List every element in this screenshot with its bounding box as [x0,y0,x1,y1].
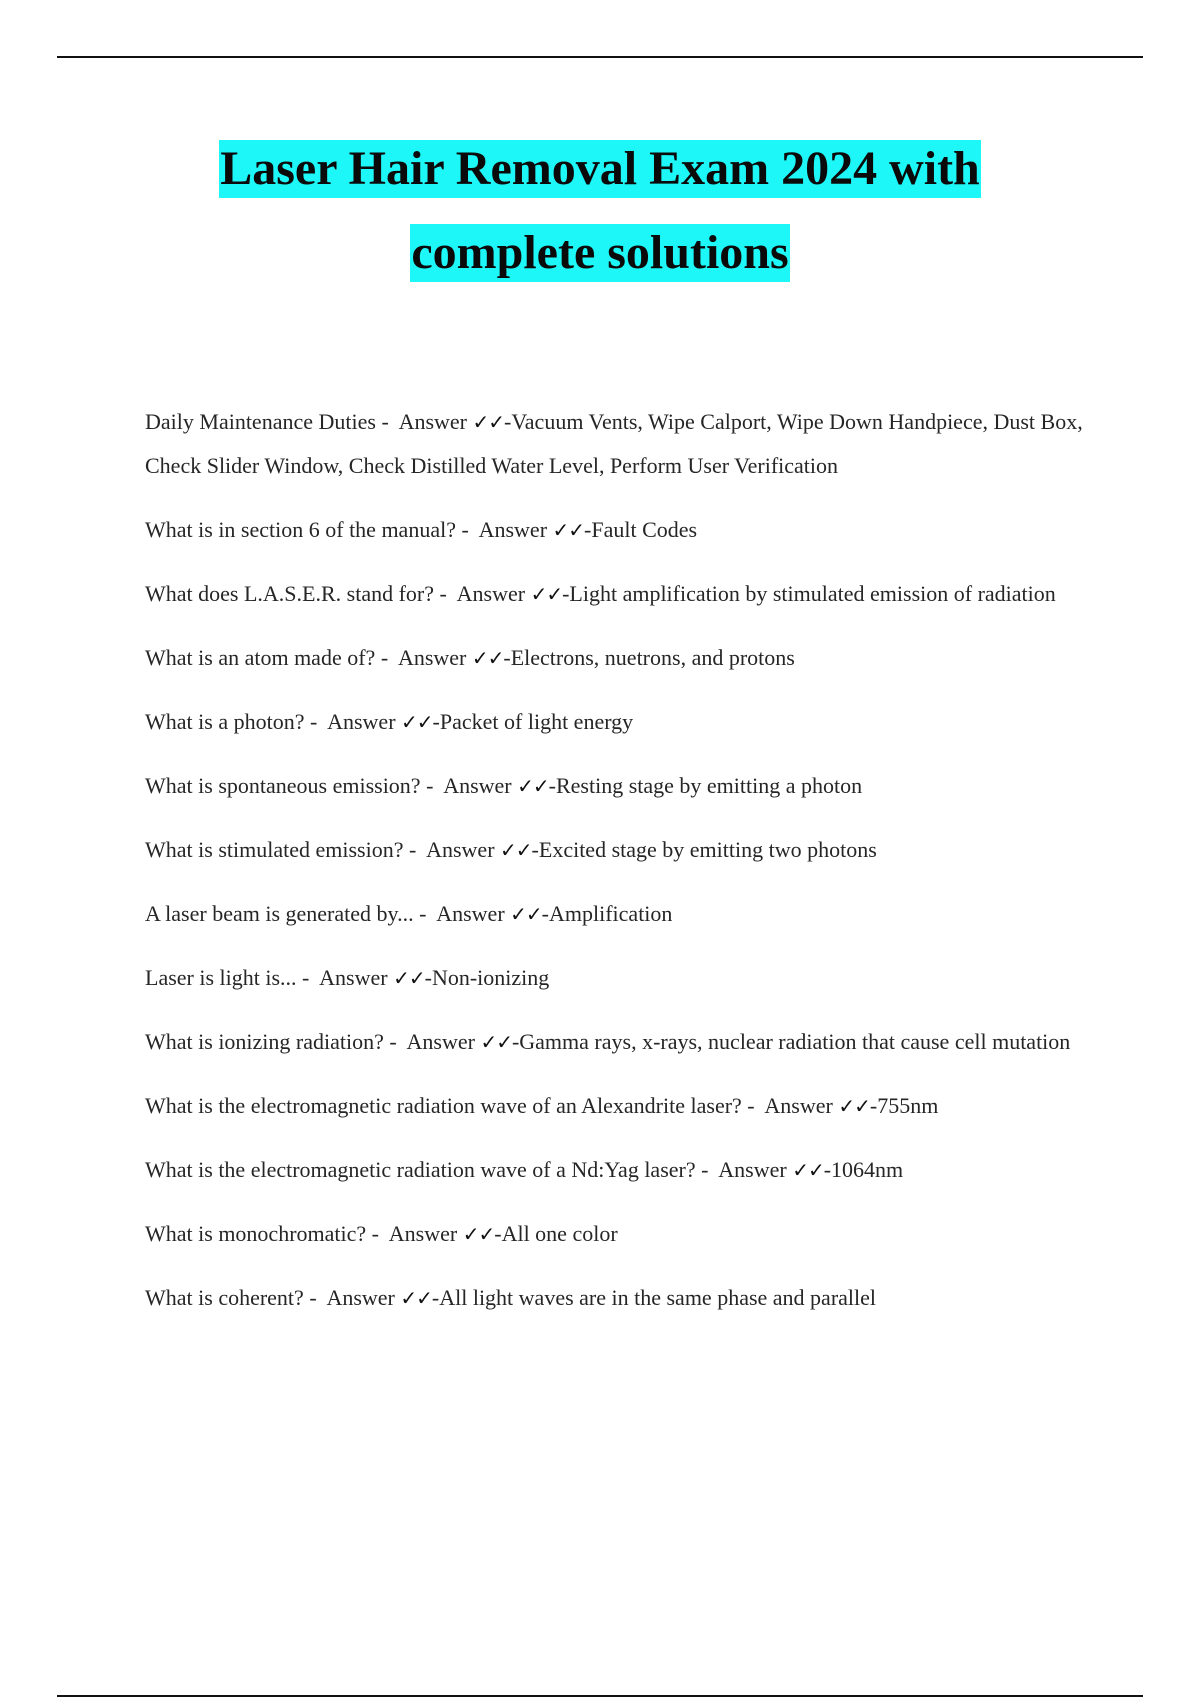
check-mark-icon: ✓✓ [472,410,505,434]
separator: - [403,837,427,862]
qa-item [145,764,1105,808]
separator: - [375,645,398,670]
check-mark-icon: ✓✓ [838,1094,870,1118]
check-mark-icon: ✓✓ [517,774,549,798]
separator: - [296,965,320,990]
question-text: What is monochromatic? [145,1221,367,1246]
answer-label: Answer [456,581,526,606]
answer-text: Electrons, nuetrons, and protons [510,645,795,670]
answer-dash: - [503,645,511,670]
answer-dash: - [431,1285,440,1310]
answer-text: Packet of light energy [439,709,634,734]
qa-item [145,892,1105,936]
answer-label: Answer [426,837,495,862]
qa-item [145,1148,1105,1192]
answer-dash: - [823,1157,832,1182]
answer-text: Fault Codes [591,517,698,542]
answer-text: All one color [501,1221,618,1246]
check-mark-icon: ✓✓ [462,1222,495,1246]
answer-text: Resting stage by emitting a photon [555,773,863,798]
question-text: What is ionizing radiation? [145,1029,384,1054]
answer-dash: - [494,1221,502,1246]
separator: - [303,1285,327,1310]
answer-text: 755nm [877,1093,939,1118]
separator: - [434,581,457,606]
separator: - [383,1029,407,1054]
check-mark-icon: ✓✓ [792,1158,824,1182]
qa-item [145,700,1105,744]
qa-item [145,1276,1105,1320]
qa-item [145,636,1105,680]
answer-label: Answer [436,901,505,926]
separator: - [420,773,444,798]
answer-dash: - [531,837,539,862]
question-text: What is spontaneous emission? [145,773,421,798]
question-text: What does L.A.S.E.R. stand for? [145,581,434,606]
title-line-1 [0,140,1200,198]
answer-label: Answer [478,517,548,542]
check-mark-icon: ✓✓ [510,902,542,926]
separator: - [375,409,399,434]
separator: - [741,1093,765,1118]
title-line-2 [0,224,1200,282]
answer-label: Answer [397,645,467,670]
answer-label: Answer [764,1093,833,1118]
question-text: What is an atom made of? [145,645,376,670]
qa-list [145,400,1105,1340]
question-text: What is in section 6 of the manual? [145,517,456,542]
title-text-2: complete solutions [410,224,789,282]
answer-label: Answer [443,773,512,798]
question-text: Daily Maintenance Duties [145,409,376,434]
qa-item [145,508,1105,552]
answer-text: Excited stage by emitting two photons [538,837,877,862]
answer-text: Non-ionizing [431,965,550,990]
bottom-rule [57,1695,1143,1697]
check-mark-icon: ✓✓ [530,582,563,606]
check-mark-icon: ✓✓ [393,966,425,990]
qa-item [145,1084,1105,1128]
answer-text: 1064nm [831,1157,904,1182]
question-text: What is coherent? [145,1285,304,1310]
title-text-1: Laser Hair Removal Exam 2024 with [219,140,981,198]
document-title [0,140,1200,308]
answer-label: Answer [388,1221,458,1246]
qa-item [145,1020,1105,1064]
qa-item [145,828,1105,872]
answer-dash: - [548,773,556,798]
answer-dash: - [541,901,549,926]
question-text: Laser is light is... [145,965,297,990]
question-text: A laser beam is generated by... [145,901,414,926]
separator: - [413,901,437,926]
answer-text: All light waves are in the same phase and parallel [439,1285,877,1310]
qa-item [145,1212,1105,1256]
answer-dash: - [424,965,432,990]
check-mark-icon: ✓✓ [552,518,585,542]
answer-label: Answer [327,709,396,734]
answer-dash: - [432,709,440,734]
question-text: What is the electromagnetic radiation wave of an Alexandrite laser? [145,1093,742,1118]
separator: - [695,1157,719,1182]
check-mark-icon: ✓✓ [480,1030,512,1054]
top-rule [57,56,1143,58]
qa-item [145,956,1105,1000]
answer-text: Amplification [549,901,673,926]
answer-label: Answer [319,965,388,990]
question-text: What is the electromagnetic radiation wave of a Nd:Yag laser? [145,1157,696,1182]
separator: - [455,517,479,542]
answer-label: Answer [398,409,467,434]
separator: - [304,709,328,734]
separator: - [366,1221,389,1246]
answer-dash: - [584,517,592,542]
question-text: What is stimulated emission? [145,837,404,862]
check-mark-icon: ✓✓ [500,838,532,862]
answer-label: Answer [326,1285,395,1310]
check-mark-icon: ✓✓ [401,710,433,734]
answer-label: Answer [406,1029,475,1054]
qa-item [145,572,1105,616]
answer-label: Answer [718,1157,787,1182]
qa-item [145,400,1105,488]
answer-dash: - [869,1093,878,1118]
check-mark-icon: ✓✓ [471,646,504,670]
answer-text: Gamma rays, x-rays, nuclear radiation that cause cell mutation [519,1029,1071,1054]
answer-text: Light amplification by stimulated emission of radiation [569,581,1056,606]
answer-dash: - [504,409,512,434]
question-text: What is a photon? [145,709,305,734]
answer-dash: - [511,1029,520,1054]
answer-dash: - [562,581,570,606]
check-mark-icon: ✓✓ [400,1286,432,1310]
answer-text: Vacuum Vents, Wipe Calport, Wipe Down Handpiece, Dust Box, Check Slider Window, Check Distilled Water Level, Perform User Verification [145,409,1083,478]
